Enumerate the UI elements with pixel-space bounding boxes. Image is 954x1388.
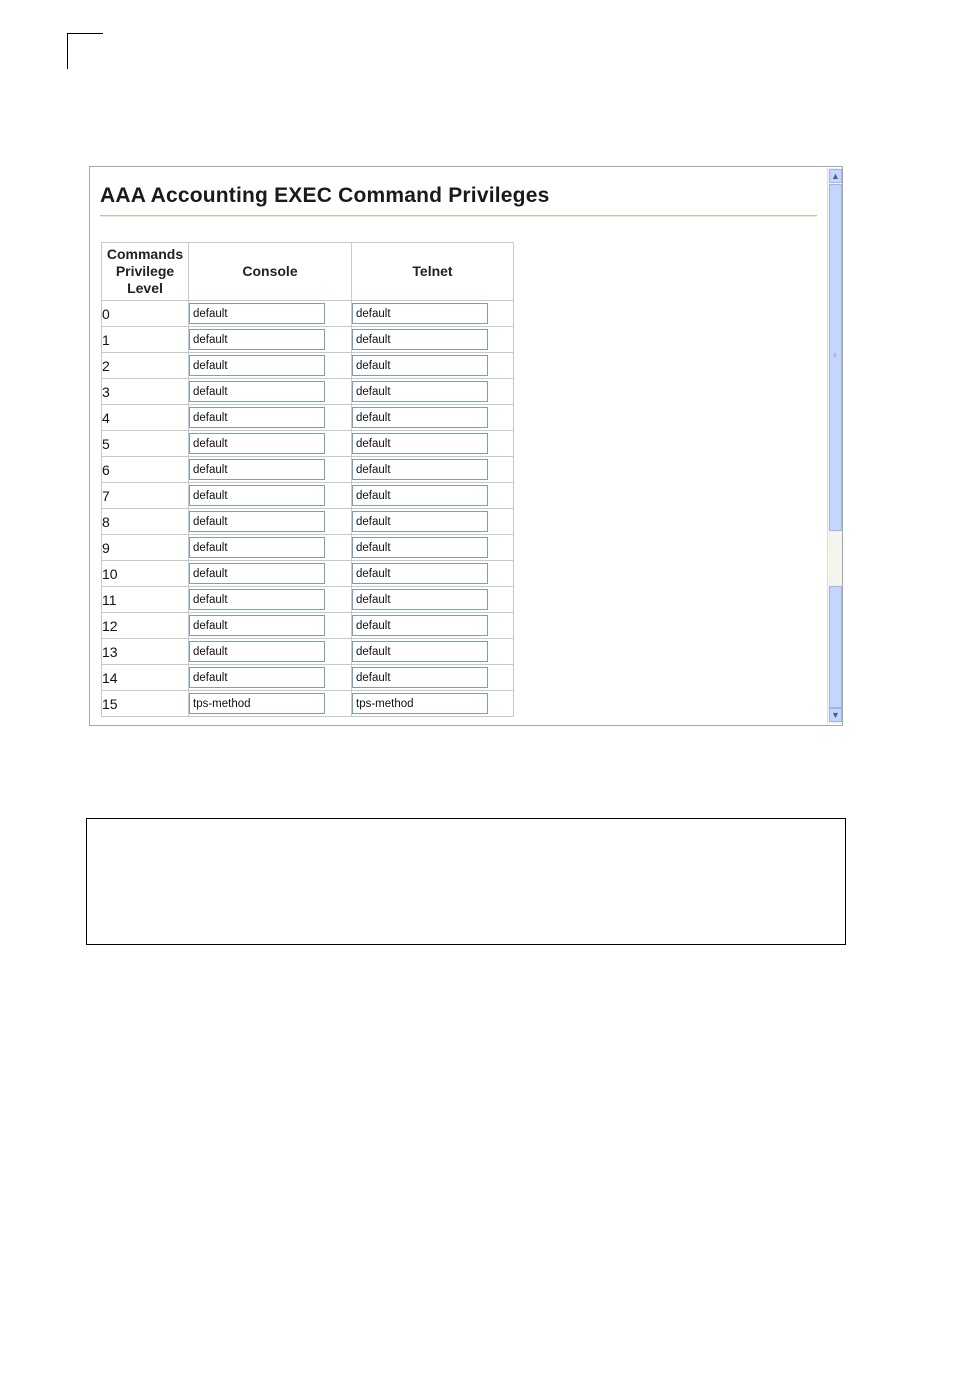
table-row bbox=[102, 431, 514, 457]
console-method-input[interactable] bbox=[189, 381, 325, 402]
console-cell bbox=[189, 405, 352, 431]
privilege-level-cell: 12 bbox=[102, 613, 189, 639]
console-cell bbox=[189, 691, 352, 717]
telnet-method-input[interactable] bbox=[352, 511, 488, 532]
header-commands-privilege-level: Commands Privilege Level bbox=[102, 243, 189, 301]
console-cell bbox=[189, 483, 352, 509]
vertical-scrollbar[interactable] bbox=[827, 168, 843, 724]
console-cell bbox=[189, 431, 352, 457]
console-cell bbox=[189, 561, 352, 587]
console-method-input[interactable] bbox=[189, 355, 325, 376]
privilege-level-cell: 1 bbox=[102, 327, 189, 353]
console-cell bbox=[189, 353, 352, 379]
table-row bbox=[102, 405, 514, 431]
privilege-level-cell: 8 bbox=[102, 509, 189, 535]
privilege-table-body bbox=[102, 301, 514, 717]
privilege-level-cell: 10 bbox=[102, 561, 189, 587]
table-row bbox=[102, 665, 514, 691]
table-row bbox=[102, 535, 514, 561]
console-cell bbox=[189, 639, 352, 665]
telnet-cell bbox=[352, 613, 514, 639]
privilege-level-cell: 11 bbox=[102, 587, 189, 613]
console-method-input[interactable] bbox=[189, 641, 325, 662]
telnet-method-input[interactable] bbox=[352, 537, 488, 558]
telnet-cell bbox=[352, 301, 514, 327]
crop-mark-vertical bbox=[67, 33, 68, 69]
telnet-method-input[interactable] bbox=[352, 355, 488, 376]
table-row bbox=[102, 509, 514, 535]
telnet-method-input[interactable] bbox=[352, 407, 488, 428]
console-method-input[interactable] bbox=[189, 563, 325, 584]
telnet-method-input[interactable] bbox=[352, 615, 488, 636]
telnet-method-input[interactable] bbox=[352, 667, 488, 688]
telnet-cell bbox=[352, 639, 514, 665]
telnet-cell bbox=[352, 457, 514, 483]
privilege-level-cell: 4 bbox=[102, 405, 189, 431]
privilege-level-cell: 14 bbox=[102, 665, 189, 691]
privilege-level-cell: 13 bbox=[102, 639, 189, 665]
telnet-method-input[interactable] bbox=[352, 381, 488, 402]
crop-mark-horizontal bbox=[67, 33, 103, 34]
telnet-method-input[interactable] bbox=[352, 459, 488, 480]
table-row bbox=[102, 483, 514, 509]
telnet-method-input[interactable] bbox=[352, 563, 488, 584]
table-header-row bbox=[102, 243, 514, 301]
telnet-cell bbox=[352, 691, 514, 717]
telnet-method-input[interactable] bbox=[352, 485, 488, 506]
telnet-cell bbox=[352, 327, 514, 353]
console-method-input[interactable] bbox=[189, 329, 325, 350]
table-row bbox=[102, 587, 514, 613]
table-row bbox=[102, 353, 514, 379]
chevron-up-icon[interactable]: ▲ bbox=[829, 169, 842, 183]
table-row bbox=[102, 301, 514, 327]
telnet-cell bbox=[352, 535, 514, 561]
console-cell bbox=[189, 613, 352, 639]
console-method-input[interactable] bbox=[189, 511, 325, 532]
privilege-level-cell: 7 bbox=[102, 483, 189, 509]
privilege-level-cell: 0 bbox=[102, 301, 189, 327]
telnet-cell bbox=[352, 379, 514, 405]
browser-frame bbox=[89, 166, 843, 726]
table-row bbox=[102, 639, 514, 665]
grip-icon: ≡ bbox=[833, 353, 837, 359]
telnet-method-input[interactable] bbox=[352, 433, 488, 454]
privilege-level-cell: 9 bbox=[102, 535, 189, 561]
privilege-level-cell: 6 bbox=[102, 457, 189, 483]
console-cell bbox=[189, 535, 352, 561]
privilege-level-cell: 2 bbox=[102, 353, 189, 379]
scrollbar-thumb[interactable] bbox=[829, 184, 842, 531]
telnet-cell bbox=[352, 561, 514, 587]
header-telnet: Telnet bbox=[352, 243, 514, 301]
page-title: AAA Accounting EXEC Command Privileges bbox=[100, 184, 550, 207]
table-row bbox=[102, 613, 514, 639]
chevron-down-icon[interactable]: ▼ bbox=[829, 708, 842, 722]
note-box bbox=[86, 818, 846, 945]
telnet-method-input[interactable] bbox=[352, 329, 488, 350]
console-cell bbox=[189, 587, 352, 613]
telnet-cell bbox=[352, 431, 514, 457]
console-cell bbox=[189, 509, 352, 535]
console-method-input[interactable] bbox=[189, 693, 325, 714]
console-cell bbox=[189, 301, 352, 327]
privilege-level-cell: 15 bbox=[102, 691, 189, 717]
table-row bbox=[102, 561, 514, 587]
privilege-level-cell: 5 bbox=[102, 431, 189, 457]
console-method-input[interactable] bbox=[189, 433, 325, 454]
console-method-input[interactable] bbox=[189, 537, 325, 558]
console-method-input[interactable] bbox=[189, 589, 325, 610]
console-cell bbox=[189, 665, 352, 691]
telnet-method-input[interactable] bbox=[352, 641, 488, 662]
telnet-cell bbox=[352, 665, 514, 691]
scrollbar-track-lower[interactable] bbox=[829, 586, 842, 708]
telnet-cell bbox=[352, 353, 514, 379]
privilege-level-cell: 3 bbox=[102, 379, 189, 405]
table-row bbox=[102, 691, 514, 717]
table-row bbox=[102, 327, 514, 353]
telnet-cell bbox=[352, 483, 514, 509]
console-method-input[interactable] bbox=[189, 459, 325, 480]
console-method-input[interactable] bbox=[189, 407, 325, 428]
telnet-method-input[interactable] bbox=[352, 693, 488, 714]
privilege-table bbox=[101, 242, 514, 717]
console-method-input[interactable] bbox=[189, 615, 325, 636]
telnet-cell bbox=[352, 509, 514, 535]
console-method-input[interactable] bbox=[189, 303, 325, 324]
telnet-method-input[interactable] bbox=[352, 589, 488, 610]
console-cell bbox=[189, 457, 352, 483]
table-row bbox=[102, 379, 514, 405]
console-cell bbox=[189, 379, 352, 405]
telnet-method-input[interactable] bbox=[352, 303, 488, 324]
title-divider bbox=[100, 215, 817, 217]
header-console: Console bbox=[189, 243, 352, 301]
console-method-input[interactable] bbox=[189, 485, 325, 506]
table-row bbox=[102, 457, 514, 483]
console-method-input[interactable] bbox=[189, 667, 325, 688]
console-cell bbox=[189, 327, 352, 353]
telnet-cell bbox=[352, 587, 514, 613]
telnet-cell bbox=[352, 405, 514, 431]
